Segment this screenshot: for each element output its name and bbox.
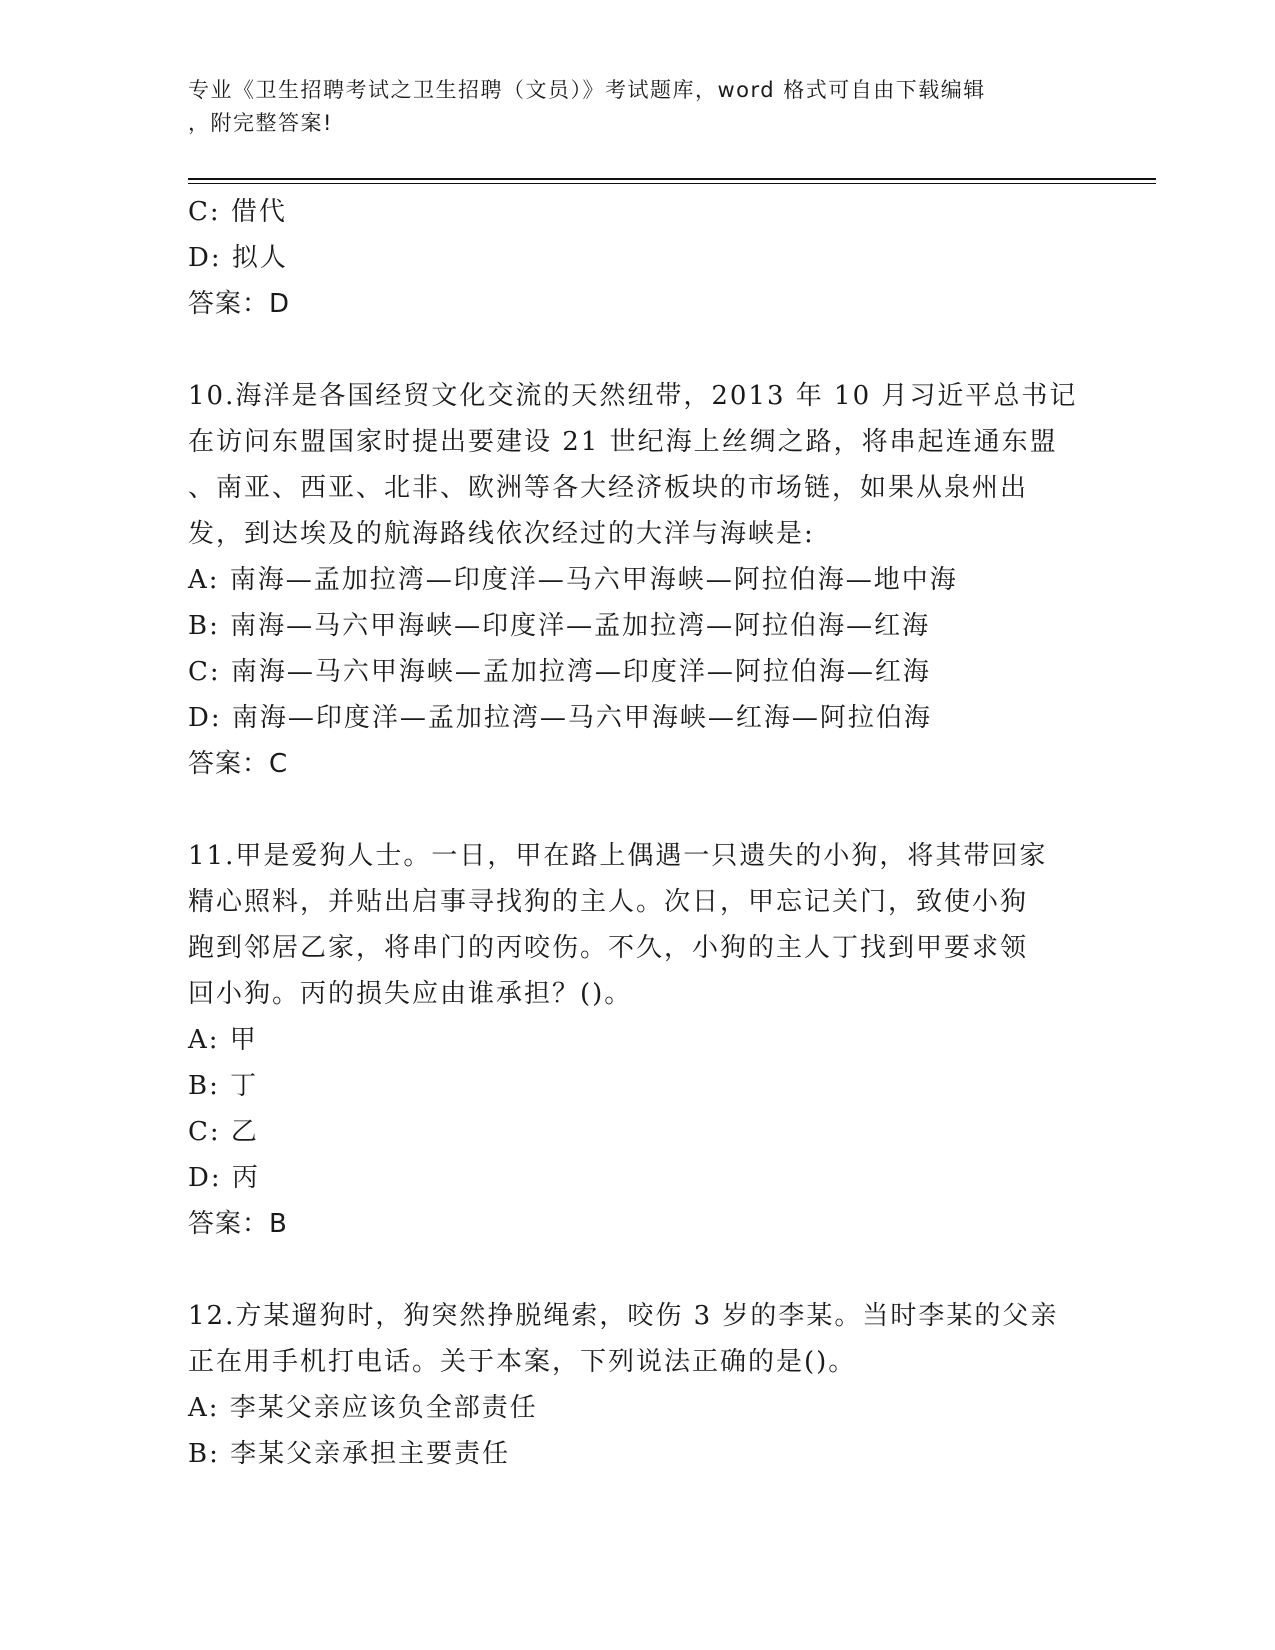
question-12-line-1: 12.方某遛狗时，狗突然挣脱绳索，咬伤 3 岁的李某。当时李某的父亲 [188, 1301, 1059, 1331]
document-header [188, 74, 1088, 140]
question-11-option-b: B: 丁 [188, 1071, 259, 1101]
question-10-line-2: 在访问东盟国家时提出要建设 21 世纪海上丝绸之路，将串起连通东盟 [188, 427, 1058, 457]
question-11-line-4: 回小狗。丙的损失应由谁承担？()。 [188, 979, 633, 1009]
question-11-option-c: C: 乙 [188, 1117, 259, 1147]
question-10-option-d: D: 南海—印度洋—孟加拉湾—马六甲海峡—红海—阿拉伯海 [188, 703, 932, 733]
question-12-option-b: B: 李某父亲承担主要责任 [188, 1439, 511, 1469]
question-11-option-d: D: 丙 [188, 1163, 260, 1193]
spacer [188, 1247, 1088, 1293]
question-11-answer: 答案：B [188, 1209, 288, 1239]
question-12-line-2: 正在用手机打电话。关于本案，下列说法正确的是()。 [188, 1347, 857, 1377]
question-11-line-2: 精心照料，并贴出启事寻找狗的主人。次日，甲忘记关门，致使小狗 [188, 887, 1029, 917]
spacer [188, 327, 1088, 373]
spacer [188, 787, 1088, 833]
question-10-answer: 答案：C [188, 749, 289, 779]
header-line-2: ，附完整答案! [188, 111, 333, 135]
prev-option-c: C: 借代 [188, 197, 287, 227]
question-11-line-3: 跑到邻居乙家，将串门的丙咬伤。不久，小狗的主人丁找到甲要求领 [188, 933, 1029, 963]
question-content [188, 189, 1088, 1477]
question-12-option-a: A: 李某父亲应该负全部责任 [188, 1393, 538, 1423]
question-10-option-c: C: 南海—马六甲海峡—孟加拉湾—印度洋—阿拉伯海—红海 [188, 657, 931, 687]
prev-answer: 答案：D [188, 289, 291, 319]
header-divider-thin [188, 183, 1156, 184]
header-divider-thick [188, 178, 1156, 180]
question-10-line-4: 发，到达埃及的航海路线依次经过的大洋与海峡是: [188, 519, 815, 549]
question-10-line-3: 、南亚、西亚、北非、欧洲等各大经济板块的市场链，如果从泉州出 [188, 473, 1029, 503]
question-10 [188, 373, 1088, 787]
question-10-line-1: 10.海洋是各国经贸文化交流的天然纽带，2013 年 10 月习近平总书记 [188, 381, 1078, 411]
question-11-option-a: A: 甲 [188, 1025, 258, 1055]
question-12 [188, 1293, 1088, 1477]
question-10-option-b: B: 南海—马六甲海峡—印度洋—孟加拉湾—阿拉伯海—红海 [188, 611, 931, 641]
question-11-line-1: 11.甲是爱狗人士。一日，甲在路上偶遇一只遗失的小狗，将其带回家 [188, 841, 1048, 871]
header-line-1: 专业《卫生招聘考试之卫生招聘（文员）》考试题库，word 格式可自由下载编辑 [188, 78, 986, 102]
question-10-option-a: A: 南海—孟加拉湾—印度洋—马六甲海峡—阿拉伯海—地中海 [188, 565, 958, 595]
question-11 [188, 833, 1088, 1247]
prev-option-d: D: 拟人 [188, 243, 288, 273]
